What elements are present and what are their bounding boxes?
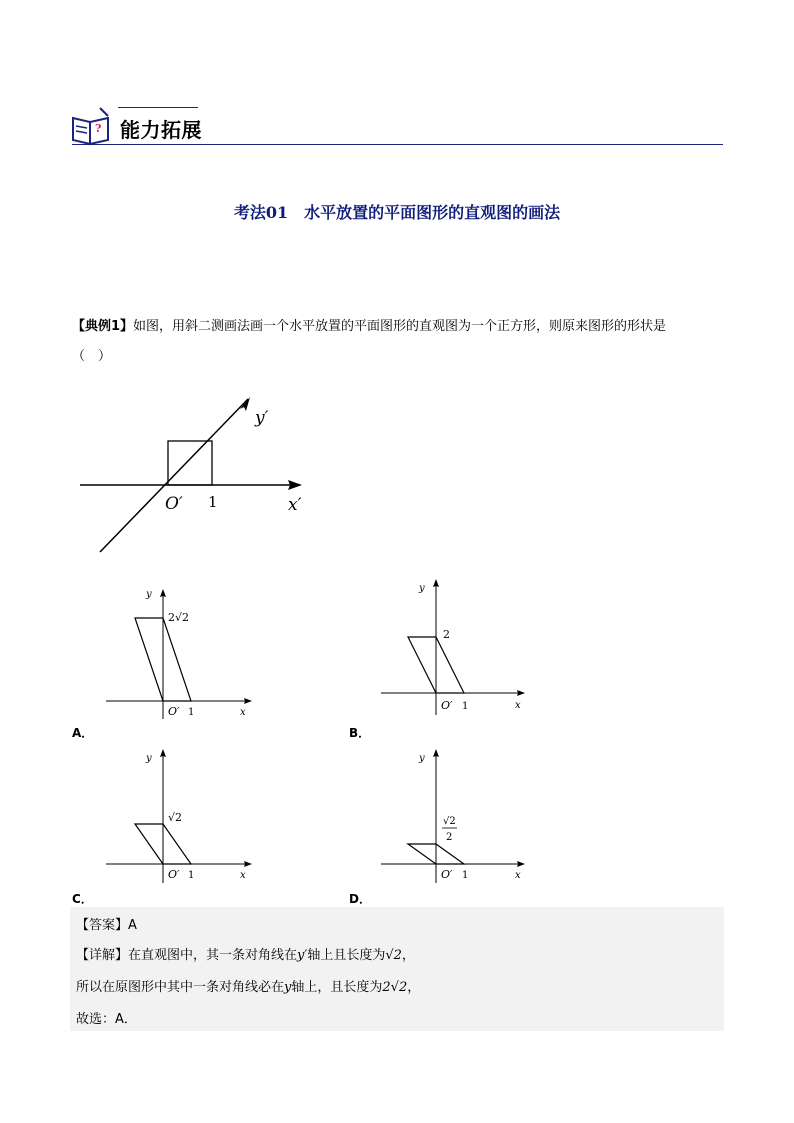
svg-text:y: y: [146, 589, 152, 600]
tick-label: 1: [208, 493, 218, 511]
svg-text:y: y: [419, 753, 425, 764]
header-title: 能力拓展: [120, 118, 202, 142]
origin-label: O′: [165, 494, 183, 514]
book-icon: [70, 106, 112, 146]
y-axis-arrow: [240, 397, 250, 411]
height-label-d-num: √2: [443, 816, 456, 827]
answer-bracket: （ ）: [72, 349, 112, 364]
detail-line-2: 所以在原图形中其中一条对角线必在y轴上，且长度为2√2，: [76, 980, 421, 995]
svg-text:x: x: [240, 870, 246, 881]
svg-text:y: y: [419, 583, 425, 594]
option-d-label[interactable]: D．: [349, 892, 371, 906]
detail-line-1: 【详解】在直观图中，其一条对角线在y′轴上且长度为√2，: [76, 948, 415, 963]
svg-text:O′: O′: [168, 705, 180, 718]
option-a-figure: [100, 585, 260, 720]
option-b-figure: [375, 575, 535, 720]
option-a-label[interactable]: A．: [72, 726, 94, 740]
option-c-label[interactable]: C．: [72, 892, 93, 906]
svg-text:1: 1: [188, 870, 195, 881]
y-prime-label: y′: [255, 408, 269, 428]
header-top-line: [118, 107, 198, 108]
height-label-d-den: 2: [446, 832, 453, 843]
detail-line-3: 故选：A．: [76, 1012, 137, 1027]
question-tag: 【典例1】: [72, 319, 134, 334]
section-title: 考法01 水平放置的平面图形的直观图的画法: [233, 203, 561, 222]
x-axis-arrow: [288, 480, 302, 490]
y-prime-axis: [100, 399, 248, 552]
height-label-c: √2: [168, 811, 183, 824]
option-c-figure: [100, 745, 260, 885]
x-prime-label: x′: [288, 495, 302, 515]
svg-text:x: x: [515, 700, 521, 711]
option-b-label[interactable]: B．: [349, 726, 371, 740]
answer-line: 【答案】A: [76, 918, 137, 933]
option-d-figure: [375, 745, 535, 885]
svg-text:O′: O′: [441, 868, 453, 881]
height-label-b: 2: [443, 628, 450, 641]
svg-text:O′: O′: [441, 699, 453, 712]
answer-box: [70, 907, 724, 1031]
main-figure: [70, 385, 320, 560]
square: [168, 441, 212, 485]
question-body: 如图，用斜二测画法画一个水平放置的平面图形的直观图为一个正方形，则原来图形的形状是: [133, 319, 667, 334]
svg-text:?: ?: [95, 122, 102, 135]
height-label-a: 2√2: [168, 611, 190, 624]
svg-text:y: y: [146, 753, 152, 764]
question-text: [72, 312, 727, 372]
svg-text:1: 1: [462, 870, 469, 881]
svg-text:1: 1: [188, 707, 195, 718]
svg-text:O′: O′: [168, 868, 180, 881]
svg-text:x: x: [515, 870, 521, 881]
svg-text:x: x: [240, 707, 246, 718]
header-rule: [72, 144, 723, 145]
svg-text:1: 1: [462, 701, 469, 712]
